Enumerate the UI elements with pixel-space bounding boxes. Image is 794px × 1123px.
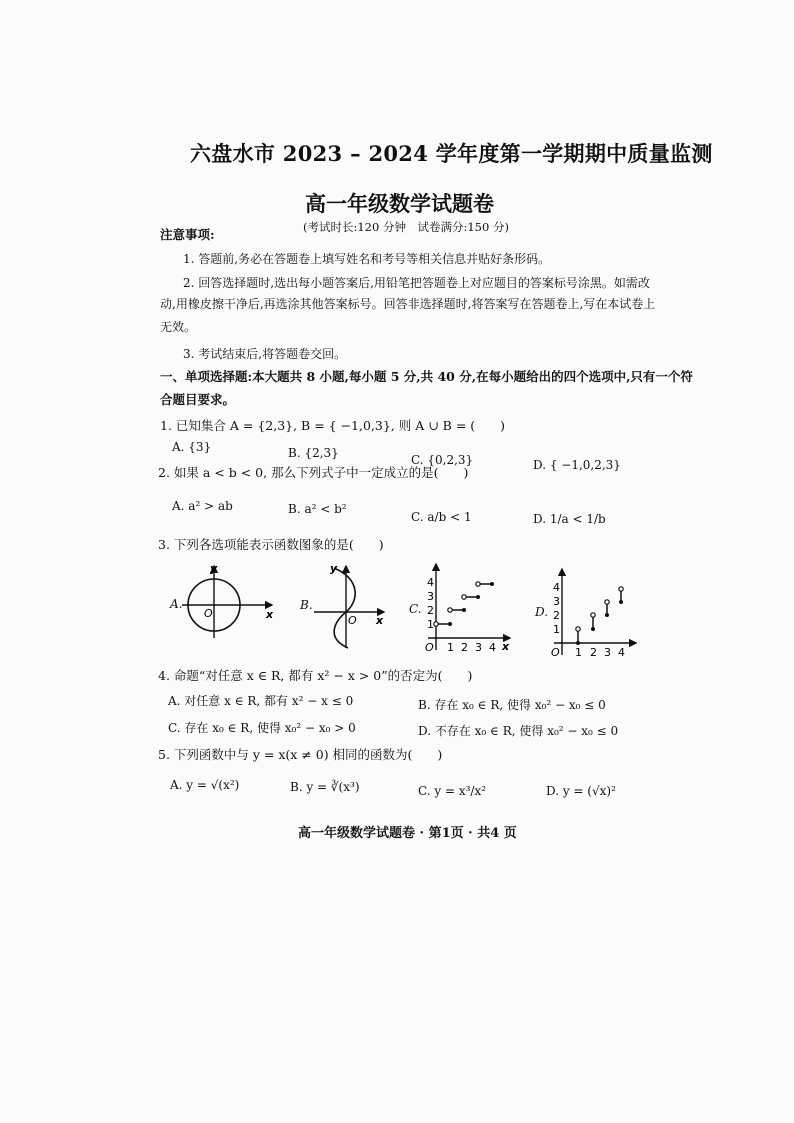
graph-b-x-label: x [376, 614, 384, 627]
graph-b-curve [312, 560, 392, 652]
graph-d-y-tick-2: 2 [553, 609, 560, 622]
question-1-option-b: B. {2,3} [288, 446, 339, 460]
graph-d-vertical-segments [544, 565, 640, 661]
graph-c-label: C. [409, 602, 422, 616]
graph-a-circle [180, 560, 280, 640]
question-3-stem: 3. 下列各选项能表示函数图象的是( ) [158, 537, 384, 552]
question-5-option-a: A. y = √(x²) [170, 778, 240, 792]
question-1-option-d: D. { −1,0,2,3} [533, 458, 621, 472]
exam-title: 六盘水市 2023 – 2024 学年度第一学期期中质量监测 [190, 141, 713, 166]
graph-c-step-function [418, 560, 514, 656]
graph-c-x-label: x [502, 640, 510, 653]
graph-d-x-tick-2: 2 [590, 646, 597, 659]
graph-c-x-tick-3: 3 [475, 641, 482, 654]
question-4-option-b: B. 存在 x₀ ∈ R, 使得 x₀² − x₀ ≤ 0 [418, 698, 606, 712]
graph-c-y-tick-3: 3 [427, 590, 434, 603]
page-footer: 高一年级数学试题卷 · 第1页 · 共4 页 [298, 826, 517, 841]
question-2-option-c: C. a/b < 1 [411, 510, 472, 524]
question-2-option-b: B. a² < b² [288, 502, 347, 516]
graph-b-label: B. [300, 598, 313, 612]
question-4-option-c: C. 存在 x₀ ∈ R, 使得 x₀² − x₀ > 0 [168, 721, 356, 735]
notes-heading: 注意事项: [160, 227, 215, 242]
question-4-stem: 4. 命题“对任意 x ∈ R, 都有 x² − x > 0”的否定为( ) [158, 668, 473, 683]
section-heading-line2: 合题目要求。 [160, 392, 236, 407]
graph-c-x-tick-2: 2 [461, 641, 468, 654]
graph-d-label: D. [535, 605, 549, 619]
graph-c-x-tick-4: 4 [489, 641, 496, 654]
question-4-option-a: A. 对任意 x ∈ R, 都有 x² − x ≤ 0 [168, 694, 354, 708]
question-4-option-d: D. 不存在 x₀ ∈ R, 使得 x₀² − x₀ ≤ 0 [418, 724, 619, 738]
graph-d-y-tick-4: 4 [553, 581, 560, 594]
exam-subject-title: 高一年级数学试题卷 [305, 191, 494, 216]
note-item-3: 3. 考试结束后,将答题卷交回。 [183, 347, 347, 361]
question-5-stem: 5. 下列函数中与 y = x(x ≠ 0) 相同的函数为( ) [158, 747, 443, 762]
graph-a-label: A. [170, 597, 183, 611]
graph-c-y-tick-2: 2 [427, 604, 434, 617]
note-item-2-line2: 动,用橡皮擦干净后,再选涂其他答案标号。回答非选择题时,将答案写在答题卷上,写在本试卷上 [160, 297, 656, 311]
question-5-option-b: B. y = ∛(x³) [290, 780, 360, 794]
question-1-option-a: A. {3} [172, 440, 212, 454]
graph-c-origin-label: O [425, 641, 434, 654]
graph-c-y-tick-1: 1 [427, 618, 434, 631]
graph-a-y-label: y [210, 562, 218, 575]
question-1-stem: 1. 已知集合 A = {2,3}, B = { −1,0,3}, 则 A ∪ B = ( ) [160, 418, 506, 433]
graph-b-origin-label: O [348, 614, 357, 627]
note-item-2-line3: 无效。 [160, 320, 197, 334]
note-item-2-line1: 2. 回答选择题时,选出每小题答案后,用铅笔把答题卷上对应题目的答案标号涂黑。如需改 [183, 276, 650, 290]
question-5-option-c: C. y = x³/x² [418, 784, 487, 798]
graph-a-origin-label: O [204, 607, 213, 620]
graph-d-y-tick-1: 1 [553, 623, 560, 636]
section-heading-line1: 一、单项选择题:本大题共 8 小题,每小题 5 分,共 40 分,在每小题给出的四个选项中,只有一个符 [160, 369, 693, 384]
question-5-option-d: D. y = (√x)² [546, 784, 616, 798]
note-item-1: 1. 答题前,务必在答题卷上填写姓名和考号等相关信息并贴好条形码。 [183, 252, 551, 266]
graph-d-x-tick-3: 3 [604, 646, 611, 659]
graph-b-y-label: y [330, 562, 338, 575]
graph-a-x-label: x [266, 608, 274, 621]
question-1-option-c: C. {0,2,3} [411, 453, 474, 467]
question-2-stem: 2. 如果 a < b < 0, 那么下列式子中一定成立的是( ) [158, 465, 469, 480]
graph-d-y-tick-3: 3 [553, 595, 560, 608]
graph-c-y-tick-4: 4 [427, 576, 434, 589]
graph-d-origin-label: O [551, 646, 560, 659]
graph-c-x-tick-1: 1 [447, 641, 454, 654]
question-2-option-a: A. a² > ab [172, 499, 233, 513]
question-2-option-d: D. 1/a < 1/b [533, 512, 606, 526]
graph-d-x-tick-1: 1 [575, 646, 582, 659]
exam-duration-info: (考试时长:120 分钟 试卷满分:150 分) [303, 220, 509, 234]
graph-d-x-tick-4: 4 [618, 646, 625, 659]
